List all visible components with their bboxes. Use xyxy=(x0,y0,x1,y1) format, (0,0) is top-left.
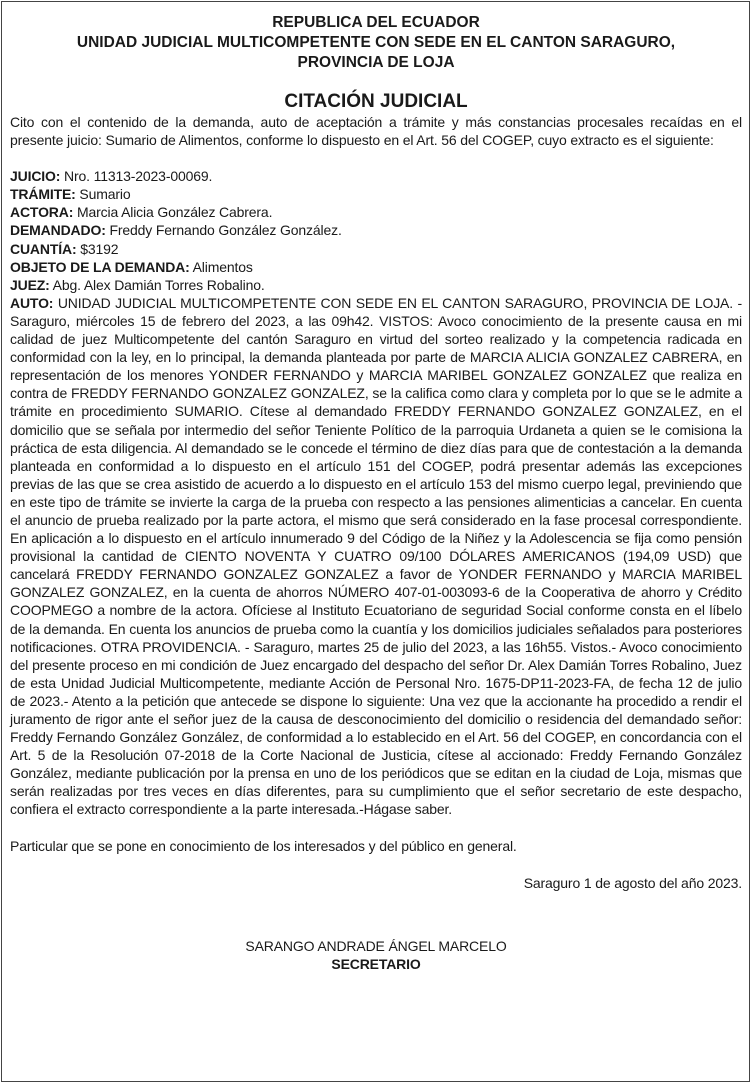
citation-document xyxy=(10,13,742,973)
field-value: Freddy Fernando González González. xyxy=(105,222,342,239)
field-cuantia xyxy=(10,240,742,258)
auto-paragraph xyxy=(10,294,742,819)
field-value: Nro. 11313-2023-00069. xyxy=(60,168,213,185)
field-label: DEMANDADO: xyxy=(10,222,106,239)
header-country: REPUBLICA DEL ECUADOR xyxy=(272,14,480,31)
auto-text: UNIDAD JUDICIAL MULTICOMPETENTE CON SEDE EN EL CANTON SARAGURO, PROVINCIA DE LOJA. - Saraguro, miércoles 15 de febrero del 2023, a las 09h42. VISTOS: Avoco conocimiento de la presente causa en mi calidad de juez Multicompetente del cantón Saraguro en virtud del sorteo realizado y la competencia radicada en conformidad con la ley, en lo principal, la demanda planteada por parte de MARCIA ALICIA GONZALEZ CABRERA, en representación de los menores YONDER FERNANDO y MARCIA MARIBEL GONZALEZ GONZALEZ que realiza en contra de FREDDY FERNANDO GONZALEZ GONZALEZ, se la califica como clara y completa por lo que se le admite a trámite en procedimiento SUMARIO. Cítese al demandado FREDDY FERNANDO GONZALEZ GONZALEZ, en el domicilio que se señala por intermedio del señor Teniente Político de la parroquia Urdaneta a quien se le comisiona la práctica de esta diligencia. Al demandado se le concede el término de diez días para que de contestación a la demanda planteada en conformidad a lo dispuesto en el artículo 151 del COGEP, podrá presentar además las excepciones previas de las que se crea asistido de acuerdo a lo dispuesto en el artículo 153 del mismo cuerpo legal, previniendo que en este tipo de trámite se invierte la carga de la prueba con respecto a las pensiones alimenticias a cancelar. En cuenta el anuncio de prueba realizado por la parte actora, el mismo que será considerado en la fase procesal correspondiente. En aplicación a lo dispuesto en el artículo innumerado 9 del Código de la Niñez y la Adolescencia se fija como pensión provisional la cantidad de CIENTO NOVENTA Y CUATRO 09/100 DÓLARES AMERICANOS (194,09 USD) que cancelará FREDDY FERNANDO GONZALEZ GONZALEZ a favor de YONDER FERNANDO y MARCIA MARIBEL GONZALEZ GONZALEZ, en la cuenta de ahorros NÚMERO 407-01-003093-6 de la Cooperativa de ahorro y Crédito COOPMEGO a nombre de la actora. Ofíciese al Instituto Ecuatoriano de seguridad Social conforme consta en el líbelo de la demanda. En cuenta los anuncios de prueba como la cuantía y los domicilios judiciales señalados para posteriores notificaciones. OTRA PROVIDENCIA. - Saraguro, martes 25 de julio del 2023, a las 16h55. Vistos.- Avoco conocimiento del presente proceso en mi condición de Juez encargado del despacho del señor Dr. Alex Damián Torres Robalino, Juez de esta Unidad Judicial Multicompetente, mediante Acción de Personal Nro. 1675-DP11-2023-FA, de fecha 12 de julio de 2023.- Atento a la petición que antecede se dispone lo siguiente: Una vez que la accionante ha procedido a rendir el juramento de rigor ante el señor juez de la causa de desconocimiento del domicilio o residencia del demandado señor: Freddy Fernando González González, de conformidad a lo establecido en el Art. 56 del COGEP, en concordancia con el Art. 5 de la Resolución 07-2018 de la Corte Nacional de Justicia, cítese al accionado: Freddy Fernando González González, mediante publicación por la prensa en uno de los periódicos que se editan en la ciudad de Loja, mismas que serán realizadas por tres veces en días diferentes, para su cumplimiento que el señor secretario de este despacho, confiera el extracto correspondiente a la parte interesada.-Hágase saber. xyxy=(10,294,742,818)
auto-label: AUTO: xyxy=(10,294,54,311)
field-actora xyxy=(10,203,742,221)
field-objeto xyxy=(10,258,742,276)
signature-block xyxy=(10,937,742,973)
document-header xyxy=(10,13,742,73)
field-value: Abg. Alex Damián Torres Robalino. xyxy=(49,276,265,293)
field-value: Sumario xyxy=(75,186,131,203)
header-province: PROVINCIA DE LOJA xyxy=(297,54,455,71)
field-label: ACTORA: xyxy=(10,204,74,221)
intro-paragraph: Cito con el contenido de la demanda, auto de aceptación a trámite y más constancias procesales recaídas en el presente juicio: Sumario de Alimentos, conforme lo dispuesto en el Art. 56 del COGEP, cuyo extracto es el siguiente: xyxy=(10,114,742,149)
field-label: JUICIO: xyxy=(10,168,61,185)
spacer xyxy=(10,149,742,167)
document-date: Saraguro 1 de agosto del año 2023. xyxy=(523,874,742,891)
closing-paragraph: Particular que se pone en conocimiento de los interesados y del público en general. xyxy=(10,837,517,854)
field-value: $3192 xyxy=(76,240,119,257)
signer-name: SARANGO ANDRADE ÁNGEL MARCELO xyxy=(245,937,507,954)
field-label: OBJETO DE LA DEMANDA: xyxy=(10,258,190,275)
field-value: Alimentos xyxy=(189,258,253,275)
field-juez xyxy=(10,276,742,294)
field-label: TRÁMITE: xyxy=(10,186,76,203)
field-value: Marcia Alicia González Cabrera. xyxy=(73,204,273,221)
document-title: CITACIÓN JUDICIAL xyxy=(284,91,468,112)
case-fields xyxy=(10,167,742,294)
field-label: CUANTÍA: xyxy=(10,240,77,257)
header-court: UNIDAD JUDICIAL MULTICOMPETENTE CON SEDE EN EL CANTON SARAGURO, xyxy=(76,34,676,51)
field-juicio xyxy=(10,167,742,185)
field-demandado xyxy=(10,221,742,239)
field-tramite xyxy=(10,185,742,203)
field-label: JUEZ: xyxy=(10,276,50,293)
signer-role: SECRETARIO xyxy=(331,955,421,972)
